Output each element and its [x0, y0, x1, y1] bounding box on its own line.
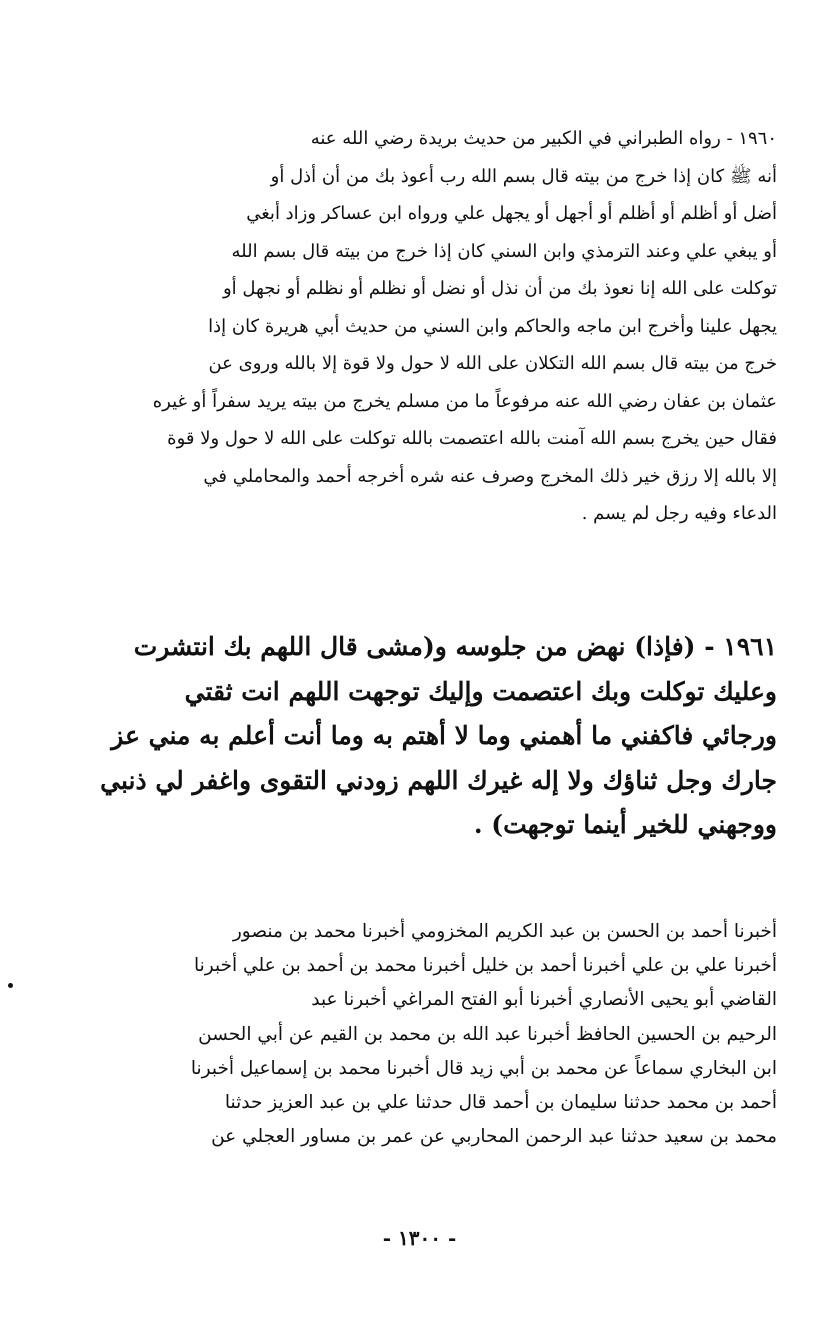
text-line: أضل أو أظلم أو أظلم أو أجهل أو يجهل علي ورواه ابن عساكر وزاد أبغي	[246, 203, 777, 224]
text-line: وعليك توكلت وبك اعتصمت وإليك توجهت اللهم انت ثقتي	[184, 676, 777, 706]
text-line: أو يبغي علي وعند الترمذي وابن السني كان إذا خرج من بيته قال بسم الله	[231, 240, 777, 262]
text-line: إلا بالله إلا رزق خير ذلك المخرج وصرف عنه شره أخرجه أحمد والمحاملي في	[203, 465, 777, 487]
text-line: أنه ﷺ كان إذا خرج من بيته قال بسم الله رب أعوذ بك من أن أذل أو	[270, 165, 777, 187]
text-line: عثمان بن عفان رضي الله عنه مرفوعاً ما من مسلم يخرج من بيته يريد سفراً أو غيره	[152, 390, 777, 412]
text-line: القاضي أبو يحيى الأنصاري أخبرنا أبو الفتح المراغي أخبرنا عبد	[311, 989, 777, 1011]
text-line: جارك وجل ثناؤك ولا إله غيرك اللهم زودني التقوى واغفر لي ذنبي	[100, 765, 777, 795]
text-line: يجهل علينا وأخرج ابن ماجه والحاكم وابن السني من حديث أبي هريرة كان إذا	[208, 315, 777, 337]
isnad-chain	[62, 915, 777, 1154]
entry-1961	[62, 625, 777, 848]
text-line: ١٩٦٠ - رواه الطبراني في الكبير من حديث بريدة رضي الله عنه	[310, 128, 777, 149]
text-line: فقال حين يخرج بسم الله آمنت بالله اعتصمت بالله توكلت على الله لا حول ولا قوة	[167, 428, 777, 449]
text-line: توكلت على الله إنا نعوذ بك من أن نذل أو نضل أو نظلم أو نظلم أو نجهل أو	[222, 278, 777, 299]
text-line: خرج من بيته قال بسم الله التكلان على الله لا حول ولا قوة إلا بالله وروى عن	[208, 353, 777, 374]
text-line: ١٩٦١ - (فإذا) نهض من جلوسه و(مشى قال اللهم بك انتشرت	[133, 632, 777, 661]
text-line: أخبرنا علي بن علي أخبرنا أحمد بن خليل أخبرنا محمد بن أحمد بن علي أخبرنا	[194, 955, 777, 977]
text-line: الرحيم بن الحسين الحافظ أخبرنا عبد الله بن محمد بن القيم عن أبي الحسن	[198, 1023, 777, 1045]
page-number: - ١٣٠٠ -	[382, 1226, 457, 1250]
text-line: أحمد بن محمد حدثنا سليمان بن أحمد قال حدثنا علي بن عبد العزيز حدثنا	[224, 1092, 777, 1114]
text-line: محمد بن سعيد حدثنا عبد الرحمن المحاربي عن عمر بن مساور العجلي عن	[211, 1126, 777, 1148]
text-line: أخبرنا أحمد بن الحسن بن عبد الكريم المخزومي أخبرنا محمد بن منصور	[232, 921, 777, 942]
margin-mark	[8, 983, 13, 988]
text-line: ورجائي فاكفني ما أهمني وما لا أهتم به وما أنت أعلم به مني عز	[111, 721, 777, 750]
text-line: ابن البخاري سماعاً عن محمد بن أبي زيد قال أخبرنا محمد بن إسماعيل أخبرنا	[190, 1057, 777, 1079]
text-line: الدعاء وفيه رجل لم يسم .	[581, 503, 777, 524]
entry-1960	[62, 120, 777, 533]
text-line: ووجهني للخير أينما توجهت) .	[473, 810, 777, 839]
